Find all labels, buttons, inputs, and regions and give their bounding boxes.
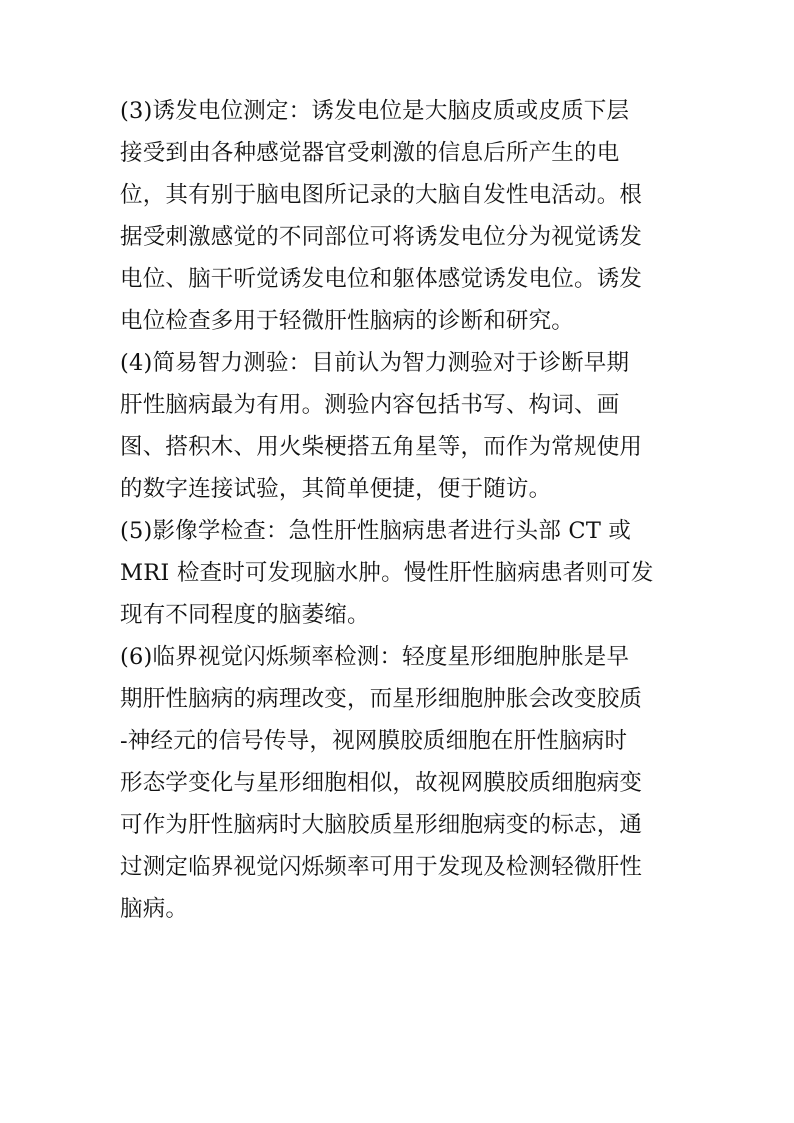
text-line: 现有不同程度的脑萎缩。 — [120, 602, 370, 628]
text-line: (3)诱发电位测定：诱发电位是大脑皮质或皮质下层 — [120, 98, 630, 124]
document-page — [120, 90, 676, 930]
text-line: 电位检查多用于轻微肝性脑病的诊断和研究。 — [120, 308, 575, 334]
text-line: 过测定临界视觉闪烁频率可用于发现及检测轻微肝性 — [120, 854, 643, 880]
text-line: 据受刺激感觉的不同部位可将诱发电位分为视觉诱发 — [120, 224, 643, 250]
text-line: 的数字连接试验，其简单便捷，便于随访。 — [120, 476, 552, 502]
text-line: 肝性脑病最为有用。测验内容包括书写、构词、画 — [120, 392, 620, 418]
text-line: (4)简易智力测验：目前认为智力测验对于诊断早期 — [120, 350, 630, 376]
text-line: 期肝性脑病的病理改变，而星形细胞肿胀会改变胶质 — [120, 686, 643, 712]
text-line: 位，其有别于脑电图所记录的大脑自发性电活动。根 — [120, 182, 643, 208]
text-line: 图、搭积木、用火柴梗搭五角星等，而作为常规使用 — [120, 434, 643, 460]
text-line: 电位、脑干听觉诱发电位和躯体感觉诱发电位。诱发 — [120, 266, 643, 292]
text-line: 接受到由各种感觉器官受刺激的信息后所产生的电 — [120, 140, 620, 166]
text-line: (5)影像学检查：急性肝性脑病患者进行头部 CT 或 — [120, 518, 632, 544]
text-line: (6)临界视觉闪烁频率检测：轻度星形细胞肿胀是早 — [120, 644, 630, 670]
text-line: 脑病。 — [120, 896, 189, 922]
text-line: -神经元的信号传导，视网膜胶质细胞在肝性脑病时 — [120, 728, 628, 754]
text-line: MRI 检查时可发现脑水肿。慢性肝性脑病患者则可发 — [120, 560, 654, 586]
text-line: 可作为肝性脑病时大脑胶质星形细胞病变的标志，通 — [120, 812, 643, 838]
text-line: 形态学变化与星形细胞相似，故视网膜胶质细胞病变 — [120, 770, 643, 796]
